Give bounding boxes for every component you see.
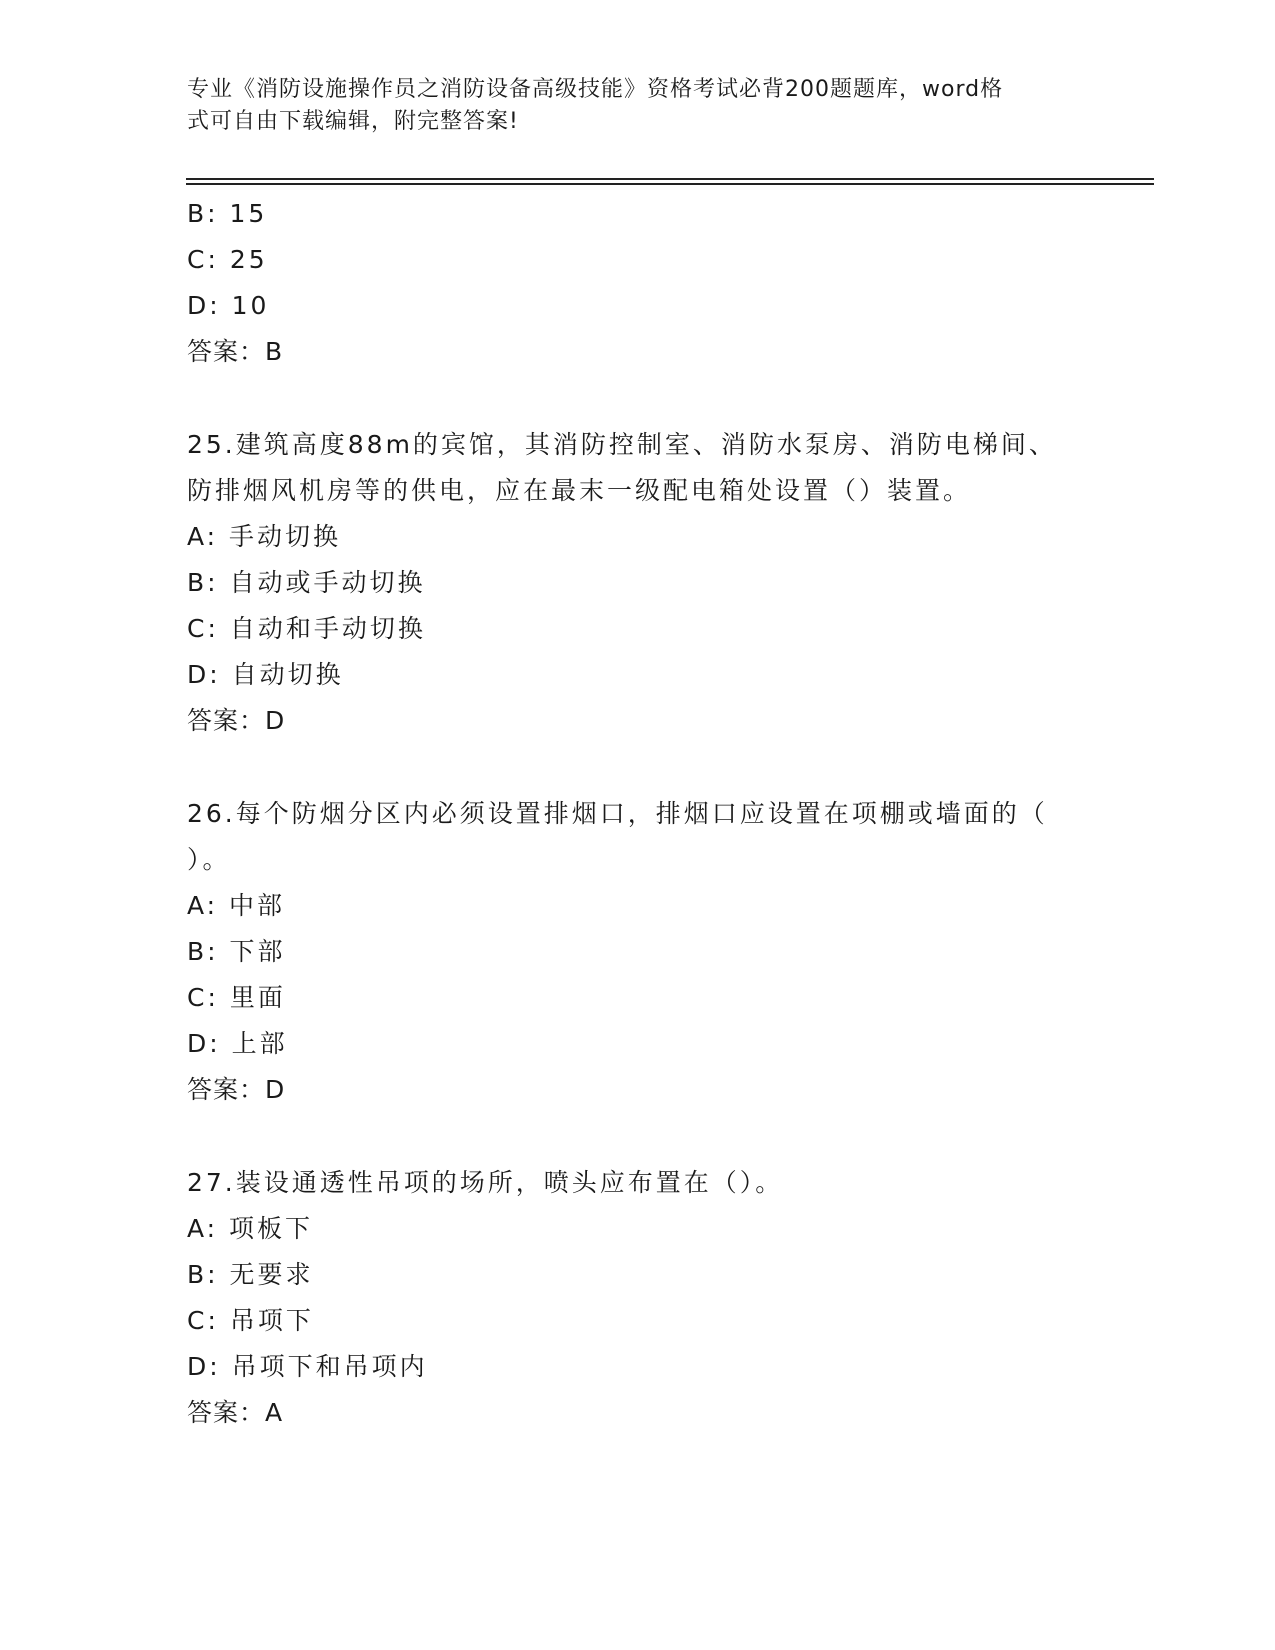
answer-line: 答案：D <box>187 1075 286 1104</box>
answer-line: 答案：D <box>187 706 286 735</box>
spacer <box>187 1113 1107 1160</box>
spacer <box>187 375 1107 422</box>
question-stem: 27.装设通透性吊项的场所，喷头应布置在（）。 <box>187 1168 784 1197</box>
option-a: A: 项板下 <box>187 1214 314 1243</box>
option-c: C: 里面 <box>187 983 286 1012</box>
header-rule-top <box>186 178 1154 180</box>
answer-line: 答案：A <box>187 1398 284 1427</box>
option-c: C: 吊项下 <box>187 1306 314 1335</box>
answer-line: 答案：B <box>187 337 284 366</box>
option-d: D: 吊项下和吊项内 <box>187 1352 428 1381</box>
option-c: C: 自动和手动切换 <box>187 614 426 643</box>
option-d: D: 自动切换 <box>187 660 344 689</box>
document-header <box>187 74 1087 138</box>
question-27 <box>187 1160 1107 1436</box>
option-a: A: 中部 <box>187 891 286 920</box>
option-b: B: 无要求 <box>187 1260 314 1289</box>
question-26 <box>187 791 1107 1113</box>
previous-question-tail <box>187 191 1107 375</box>
question-stem: ）。 <box>187 845 231 874</box>
question-25 <box>187 422 1107 744</box>
header-line-1: 专业《消防设施操作员之消防设备高级技能》资格考试必背200题题库，word格 <box>187 77 1004 102</box>
header-line-2: 式可自由下载编辑，附完整答案! <box>187 109 519 134</box>
option-d: D: 10 <box>187 291 270 320</box>
question-stem: 防排烟风机房等的供电，应在最末一级配电箱处设置（）装置。 <box>187 476 972 505</box>
option-d: D: 上部 <box>187 1029 288 1058</box>
question-stem: 26.每个防烟分区内必须设置排烟口，排烟口应设置在项棚或墙面的（ <box>187 799 1048 828</box>
spacer <box>187 744 1107 791</box>
option-b: B: 15 <box>187 199 268 228</box>
option-b: B: 自动或手动切换 <box>187 568 426 597</box>
option-c: C: 25 <box>187 245 268 274</box>
option-a: A: 手动切换 <box>187 522 342 551</box>
question-list <box>187 191 1107 1436</box>
header-rule-bottom <box>186 183 1154 185</box>
question-stem: 25.建筑高度88m的宾馆，其消防控制室、消防水泵房、消防电梯间、 <box>187 430 1057 459</box>
option-b: B: 下部 <box>187 937 286 966</box>
